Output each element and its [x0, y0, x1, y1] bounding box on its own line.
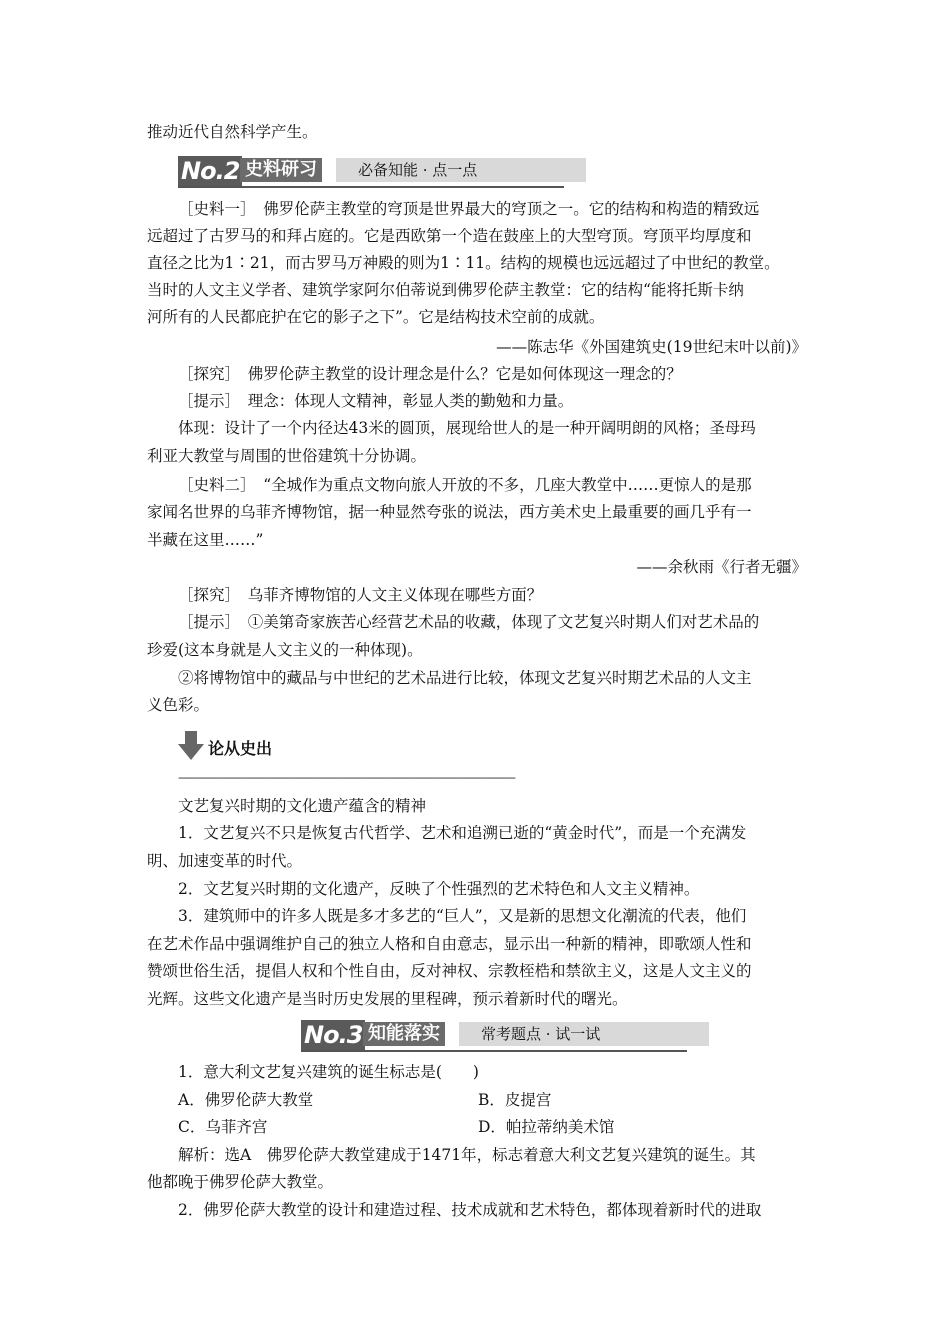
q1-option-c: C．乌菲齐宫	[178, 1118, 268, 1136]
section3-subtitle: 常考题点 · 试一试	[459, 1022, 709, 1046]
source2-citation: ——余秋雨《行者无疆》	[636, 558, 807, 576]
q1-option-d: D．帕拉蒂纳美术馆	[478, 1118, 615, 1136]
source2-hint: 珍爱(这本身就是人文主义的一种体现)。	[147, 641, 423, 659]
source2-point2: ②将博物馆中的藏品与中世纪的艺术品进行比较，体现文艺复兴时期艺术品的人文主	[178, 669, 752, 687]
source2-hint: ［提示］ ①美第奇家族苦心经营艺术品的收藏，体现了文艺复兴时期人们对艺术品的	[178, 613, 760, 631]
source1-hint: ［提示］ 理念：体现人文精神，彰显人类的勤勉和力量。	[178, 392, 574, 410]
section2-underline	[178, 186, 564, 188]
lun-point: 3．建筑师中的许多人既是多才多艺的“巨人”，又是新的思想文化潮流的代表，他们	[178, 907, 747, 925]
separator-dashes: ————————————————————————————	[178, 770, 514, 786]
q1-stem: 1．意大利文艺复兴建筑的诞生标志是( )	[178, 1063, 479, 1081]
lun-heading: 文艺复兴时期的文化遗产蕴含的精神	[178, 797, 427, 815]
q2-stem: 2．佛罗伦萨大教堂的设计和建造过程、技术成就和艺术特色，都体现着新时代的进取	[178, 1201, 762, 1219]
section2-banner	[178, 156, 564, 188]
source1-line: 当时的人文主义学者、建筑学家阿尔伯蒂说到佛罗伦萨主教堂：它的结构“能将托斯卡纳	[147, 281, 744, 299]
source1-line: ［史料一］ 佛罗伦萨主教堂的穹顶是世界最大的穹顶之一。它的结构和构造的精致远	[178, 200, 760, 218]
source2-line: 半藏在这里……”	[147, 531, 264, 549]
q1-option-a: A．佛罗伦萨大教堂	[178, 1091, 314, 1109]
down-arrow-icon	[178, 731, 204, 761]
lun-point: 1．文艺复兴不只是恢复古代哲学、艺术和追溯已逝的“黄金时代”，而是一个充满发	[178, 824, 747, 842]
source1-detail: 体现：设计了一个内径达43米的圆顶，展现给世人的是一种开阔明朗的风格；圣母玛	[178, 419, 756, 437]
lun-point: 2．文艺复兴时期的文化遗产，反映了个性强烈的艺术特色和人文主义精神。	[178, 880, 700, 898]
top-line: 推动近代自然科学产生。	[147, 123, 318, 141]
section3-underline	[301, 1050, 687, 1052]
source2-point2: 义色彩。	[147, 696, 210, 714]
section2-title: 史料研习	[240, 158, 322, 182]
source2-line: 家闻名世界的乌菲齐博物馆，据一种显然夸张的说法，西方美术史上最重要的画几乎有一	[147, 503, 752, 521]
q1-analysis: 解析：选A 佛罗伦萨大教堂建成于1471年，标志着意大利文艺复兴建筑的诞生。其	[178, 1146, 756, 1164]
source1-line: 河所有的人民都庇护在它的影子之下”。它是结构技术空前的成就。	[147, 308, 605, 326]
lun-point: 在艺术作品中强调维护自己的独立人格和自由意志，显示出一种新的精神，即歌颂人性和	[147, 935, 752, 953]
section3-banner	[301, 1020, 687, 1052]
source1-citation: ——陈志华《外国建筑史(19世纪末叶以前)》	[496, 338, 807, 356]
source1-line: 直径之比为1∶21，而古罗马万神殿的则为1∶11。结构的规模也远远超过了中世纪的教堂。	[147, 254, 780, 272]
section3-title: 知能落实	[363, 1022, 445, 1046]
source1-detail: 利亚大教堂与周围的世俗建筑十分协调。	[147, 447, 427, 465]
lun-point: 光辉。这些文化遗产是当时历史发展的里程碑，预示着新时代的曙光。	[147, 990, 628, 1008]
q1-analysis: 他都晚于佛罗伦萨大教堂。	[147, 1173, 334, 1191]
section2-badge: No.2	[178, 156, 242, 186]
lun-point: 赞颂世俗生活，提倡人权和个性自由，反对神权、宗教桎梏和禁欲主义，这是人文主义的	[147, 962, 752, 980]
source1-line: 远超过了古罗马的和拜占庭的。它是西欧第一个造在鼓座上的大型穹顶。穹顶平均厚度和	[147, 227, 752, 245]
section3-badge: No.3	[301, 1020, 365, 1050]
source1-explore: ［探究］ 佛罗伦萨主教堂的设计理念是什么？它是如何体现这一理念的？	[178, 365, 682, 383]
section2-subtitle: 必备知能 · 点一点	[336, 158, 586, 182]
lun-label: 论从史出	[208, 739, 273, 758]
source2-line: ［史料二］ “全城作为重点文物向旅人开放的不多，几座大教堂中……更惊人的是那	[178, 476, 752, 494]
source2-explore: ［探究］ 乌菲齐博物馆的人文主义体现在哪些方面？	[178, 586, 543, 604]
q1-option-b: B．皮提宫	[478, 1091, 552, 1109]
lun-point: 明、加速变革的时代。	[147, 852, 303, 870]
